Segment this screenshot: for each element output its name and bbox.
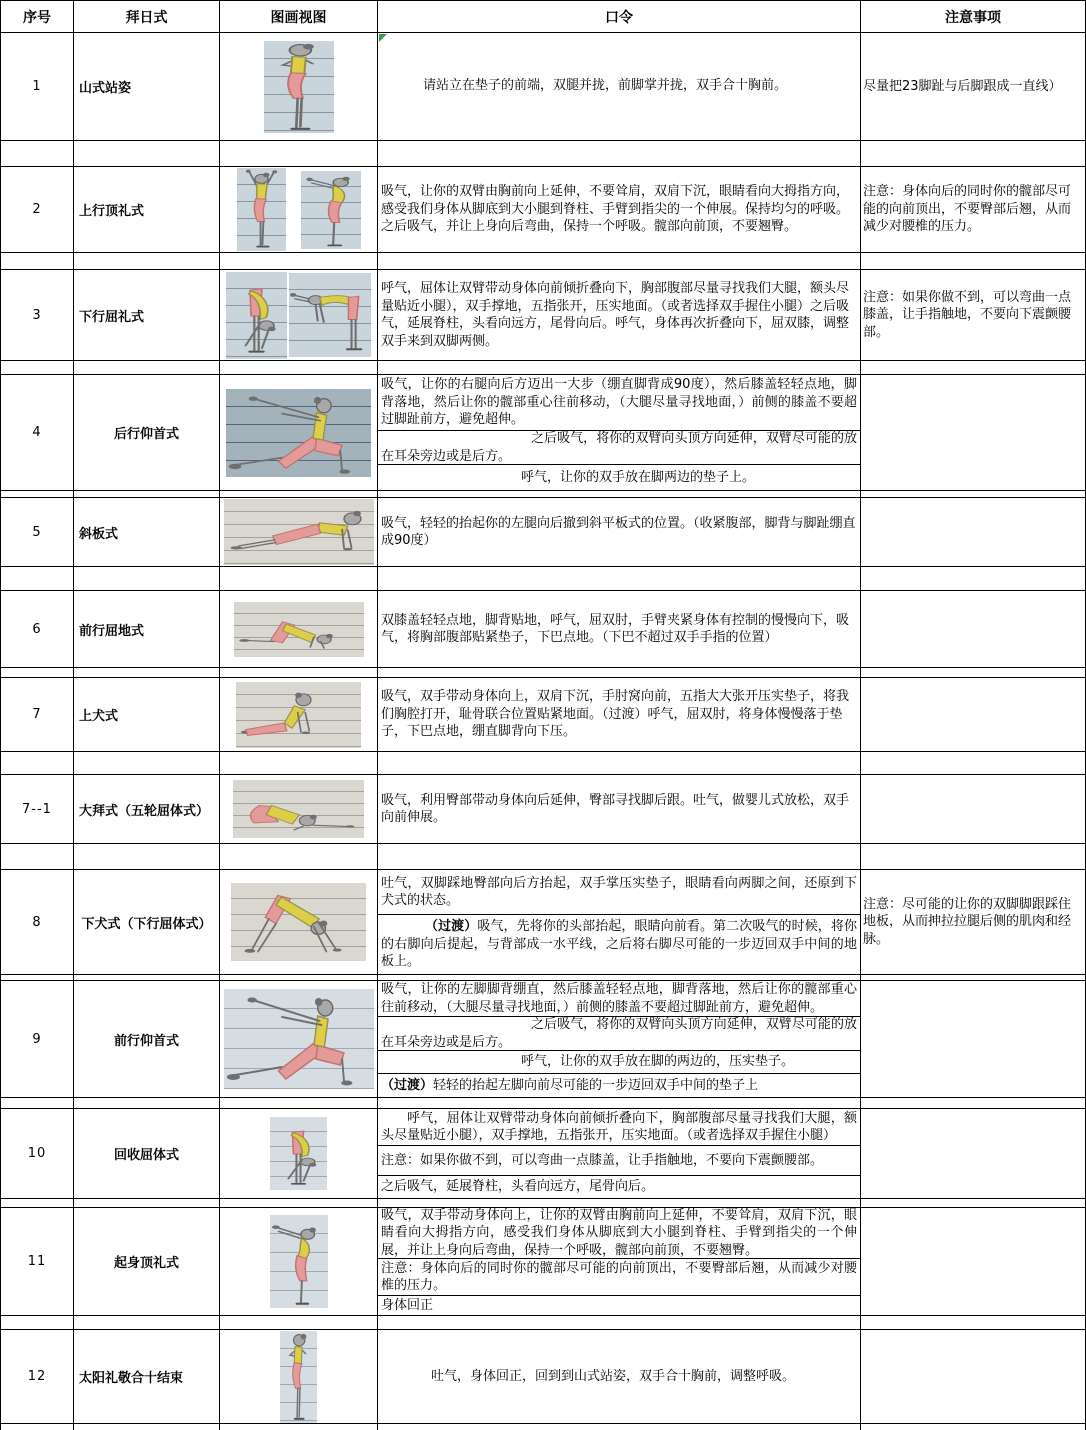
row-number-cell: 7--1 <box>1 775 74 843</box>
pose-sketch-up-dog <box>236 682 361 748</box>
notes-cell <box>861 678 1086 751</box>
spacer-cell <box>1 361 74 374</box>
pose-image-cell <box>220 775 378 843</box>
spacer-cell <box>378 1098 861 1108</box>
figure-child-pose-icon <box>233 780 364 838</box>
pose-image-cell <box>220 270 378 360</box>
row-spacer <box>0 844 1086 869</box>
spacer-cell <box>74 752 220 774</box>
notes-cell: 注意：如果你做不到，可以弯曲一点膝盖，让手指触地，不要向下震颤腰部。 <box>861 270 1086 360</box>
spacer-cell <box>378 1424 861 1430</box>
pose-image-cell <box>220 1208 378 1315</box>
table-header-row <box>0 0 1086 33</box>
figure-backbend-stand-icon <box>270 1215 328 1308</box>
instruction-subrow <box>378 375 860 431</box>
spacer-cell <box>861 567 1086 590</box>
notes-cell: 尽量把23脚趾与后脚跟成一直线） <box>861 33 1086 140</box>
figure-fold-deep-icon <box>226 272 287 359</box>
row-number-cell: 2 <box>1 167 74 252</box>
table-row <box>0 33 1086 141</box>
row-number-cell: 5 <box>1 498 74 566</box>
spacer-cell <box>378 668 861 677</box>
notes-cell <box>861 1330 1086 1423</box>
figure-arms-up-icon <box>237 168 286 251</box>
table-row <box>0 980 1086 1098</box>
notes-cell <box>861 1109 1086 1198</box>
figure-up-dog-icon <box>236 682 361 748</box>
pose-sketch-knees-chest-chin <box>234 602 364 657</box>
instruction-subrow <box>378 167 860 252</box>
instructions-cell <box>378 678 861 751</box>
instruction-text <box>381 918 857 971</box>
pose-name-cell: 起身顶礼式 <box>74 1208 220 1315</box>
instruction-text: 之后吸气，延展脊柱，头看向远方，尾骨向后。 <box>381 1179 655 1195</box>
instructions-cell <box>378 870 861 974</box>
figure-low-lunge-icon <box>226 389 371 477</box>
pose-name-cell: 前行屈地式 <box>74 591 220 667</box>
header-col-notes: 注意事项 <box>861 1 1086 32</box>
instruction-text: 呼气，屈体让双臂带动身体向前倾折叠向下，胸部腹部尽量寻找我们大腿，额头尽量贴近小腿），双手撑地，五指张开，压实地面。（或者选择双手握住小腿）之后吸气，延展脊柱，头看向远方，尾骨向后。呼气，身体再次折叠向下，屈双膝，调整双手来到双脚两侧。 <box>381 281 850 349</box>
instruction-subrow <box>378 270 860 360</box>
instruction-subrow <box>378 1296 860 1315</box>
notes-cell <box>861 375 1086 490</box>
spacer-cell <box>74 141 220 166</box>
spacer-cell <box>861 668 1086 677</box>
row-number-cell: 12 <box>1 1330 74 1423</box>
pose-name-cell: 下犬式（下行屈体式） <box>74 870 220 974</box>
spacer-cell <box>220 1098 378 1108</box>
instruction-subrow <box>378 1109 860 1146</box>
instruction-text: 之后吸气，将你的双臂向头顶方向延伸，双臂尽可能的放在耳朵旁边或是后方。 <box>381 1017 857 1050</box>
instruction-subrow <box>378 431 860 465</box>
row-number-cell: 8 <box>1 870 74 974</box>
figure-down-dog-icon <box>231 883 366 961</box>
instructions-cell <box>378 1109 861 1198</box>
spacer-cell <box>861 253 1086 269</box>
instructions-cell <box>378 1330 861 1423</box>
table-row <box>0 166 1086 253</box>
pose-name-cell: 前行仰首式 <box>74 981 220 1097</box>
pose-sketch-plank <box>224 499 374 565</box>
notes-cell <box>861 775 1086 843</box>
pose-sketch-down-dog <box>231 883 366 961</box>
pose-image-cell <box>220 498 378 566</box>
pose-image-cell <box>220 1109 378 1198</box>
spacer-cell <box>1 1316 74 1329</box>
spacer-cell <box>74 491 220 497</box>
spacer-cell <box>220 141 378 166</box>
instructions-cell <box>378 33 861 140</box>
instruction-text: 吐气，双脚踩地臀部向后方抬起，双手掌压实垫子，眼睛看向两脚之间，还原到下犬式的状态。 <box>381 875 857 908</box>
spacer-cell <box>220 975 378 980</box>
table-row <box>0 497 1086 567</box>
instruction-subrow <box>378 1146 860 1176</box>
spacer-cell <box>74 361 220 374</box>
figure-knees-chest-chin-icon <box>234 602 364 657</box>
instruction-subrow <box>378 1330 860 1423</box>
spacer-cell <box>1 752 74 774</box>
spacer-cell <box>1 1424 74 1430</box>
spacer-cell <box>378 975 861 980</box>
row-spacer <box>0 491 1086 497</box>
spacer-cell <box>861 844 1086 869</box>
instructions-cell <box>378 981 861 1097</box>
spacer-cell <box>1 1199 74 1207</box>
row-spacer <box>0 975 1086 980</box>
instruction-text: 吸气，让你的左脚脚背绷直，然后膝盖轻轻点地，脚背落地，然后让你的髋部重心往前移动，（大腿尽量寻找地面，）前侧的膝盖不要超过脚趾前方，避免超伸。 <box>381 982 857 1015</box>
row-number-cell: 6 <box>1 591 74 667</box>
transition-label: （过渡） <box>425 919 478 935</box>
row-spacer <box>0 361 1086 374</box>
instruction-subrow <box>378 465 860 490</box>
spacer-cell <box>220 752 378 774</box>
notes-cell <box>861 981 1086 1097</box>
pose-sketch-fold-deep <box>270 1117 327 1190</box>
spacer-cell <box>220 1199 378 1207</box>
spacer-cell <box>861 1424 1086 1430</box>
header-col-picture-view: 图画视图 <box>220 1 378 32</box>
instruction-text: 吸气，双手带动身体向上，双肩下沉，手肘窝向前，五指大大张开压实垫子，将我们胸腔打开，耻骨联合位置贴紧地面。（过渡）呼气，屈双肘，将身体慢慢落于垫子，下巴点地，绷直脚背向下压。 <box>381 689 850 740</box>
instruction-text: 双膝盖轻轻点地，脚背贴地，呼气，屈双肘，手臂夹紧身体有控制的慢慢向下，吸气，将胸部腹部贴紧垫子，下巴点地。（下巴不超过双手手指的位置） <box>381 612 850 645</box>
spacer-cell <box>220 1316 378 1329</box>
instruction-subrow <box>378 498 860 566</box>
instructions-cell <box>378 498 861 566</box>
instruction-subrow <box>378 591 860 667</box>
spacer-cell <box>1 567 74 590</box>
spacer-cell <box>220 491 378 497</box>
spacer-cell <box>1 253 74 269</box>
spacer-cell <box>378 844 861 869</box>
pose-image-cell <box>220 1330 378 1423</box>
spacer-cell <box>74 567 220 590</box>
spacer-cell <box>861 141 1086 166</box>
notes-cell <box>861 1208 1086 1315</box>
figure-standing-prayer-icon <box>280 1331 317 1423</box>
pose-name-cell: 下行屈礼式 <box>74 270 220 360</box>
row-number-cell: 4 <box>1 375 74 490</box>
spacer-cell <box>220 253 378 269</box>
header-col-instructions: 口令 <box>378 1 861 32</box>
instruction-subrow <box>378 33 860 139</box>
spacer-cell <box>1 975 74 980</box>
instruction-text: 之后吸气，将你的双臂向头顶方向延伸，双臂尽可能的放在耳朵旁边或是后方。 <box>381 431 857 464</box>
pose-name-cell: 后行仰首式 <box>74 375 220 490</box>
instruction-subrow <box>378 1208 860 1259</box>
spacer-cell <box>1 1098 74 1108</box>
spacer-cell <box>74 253 220 269</box>
instructions-cell <box>378 591 861 667</box>
instruction-text: 注意：如果你做不到，可以弯曲一点膝盖，让手指触地，不要向下震颤腰部。 <box>381 1152 824 1168</box>
instruction-text: 注意：身体向后的同时你的髋部尽可能的向前顶出，不要臀部后翘，从而减少对腰椎的压力。 <box>381 1260 857 1293</box>
spacer-cell <box>74 844 220 869</box>
spacer-cell <box>220 567 378 590</box>
row-spacer <box>0 1199 1086 1207</box>
instruction-text: 呼气，让你的双手放在脚两边的垫子上。 <box>521 469 756 485</box>
spacer-cell <box>861 1098 1086 1108</box>
spacer-cell <box>378 491 861 497</box>
spacer-cell <box>861 491 1086 497</box>
pose-name-cell: 太阳礼敬合十结束 <box>74 1330 220 1423</box>
instruction-text: 吐气，身体回正，回到到山式站姿，双手合十胸前，调整呼吸。 <box>431 1368 796 1384</box>
instructions-cell <box>378 1208 861 1315</box>
pose-image-cell <box>220 33 378 140</box>
instruction-subrow <box>378 981 860 1017</box>
table-row <box>0 1207 1086 1316</box>
instruction-text: 吸气，利用臀部带动身体向后延伸，臀部寻找脚后跟。吐气，做婴儿式放松，双手向前伸展。 <box>381 792 850 825</box>
row-number-cell: 3 <box>1 270 74 360</box>
row-number-cell: 1 <box>1 33 74 140</box>
spacer-cell <box>861 975 1086 980</box>
notes-cell <box>861 498 1086 566</box>
pose-image-cell <box>220 981 378 1097</box>
spacer-cell <box>378 567 861 590</box>
instruction-text: 请站立在垫子的前端，双腿并拢，前脚掌并拢，双手合十胸前。 <box>423 78 788 94</box>
row-spacer <box>0 141 1086 166</box>
instruction-subrow <box>378 1259 860 1296</box>
row-number-cell: 10 <box>1 1109 74 1198</box>
pose-name-cell: 大拜式（五轮屈体式） <box>74 775 220 843</box>
table-row <box>0 269 1086 361</box>
instruction-subrow <box>378 678 860 751</box>
header-col-number: 序号 <box>1 1 74 32</box>
pose-sketch-child-pose <box>233 780 364 838</box>
notes-cell: 注意：尽可能的让你的双脚脚跟踩住地板，从而抻拉拉腿后侧的肌肉和经脉。 <box>861 870 1086 974</box>
table-row <box>0 374 1086 491</box>
instruction-text: 呼气，让你的双手放在脚的两边的，压实垫子。 <box>521 1054 795 1070</box>
figure-fold-flat-icon <box>289 273 371 357</box>
figure-backbend-icon <box>301 171 361 249</box>
pose-image-cell <box>220 167 378 252</box>
instructions-cell <box>378 167 861 252</box>
instruction-subrow <box>378 1017 860 1051</box>
figure-standing-prayer-icon <box>264 41 334 133</box>
pose-name-cell: 回收屈体式 <box>74 1109 220 1198</box>
spacer-cell <box>861 1316 1086 1329</box>
spacer-cell <box>861 361 1086 374</box>
spacer-cell <box>378 1316 861 1329</box>
instructions-cell <box>378 270 861 360</box>
transition-label: （过渡） <box>381 1077 434 1093</box>
notes-cell: 注意：身体向后的同时你的髋部尽可能的向前顶出，不要臀部后翘，从而减少对腰椎的压力。 <box>861 167 1086 252</box>
spacer-cell <box>378 253 861 269</box>
instruction-text: 吸气，让你的双臂由胸前向上延伸，不要耸肩，双肩下沉，眼睛看向大拇指方向，感受我们身体从脚底到大小腿到脊柱、手臂到指尖的一个伸展。保持均匀的呼吸。之后吸气，并让上身向后弯曲，保持一个呼吸。髋部向前顶，不要翘臀。 <box>381 184 850 235</box>
comment-marker-icon <box>379 34 387 42</box>
table-row <box>0 1108 1086 1199</box>
pose-sketch-backbend <box>301 171 361 249</box>
instruction-subrow <box>378 870 860 915</box>
pose-sketch-fold-flat <box>289 273 371 357</box>
instruction-text-body: 吸气，先将你的头部抬起，眼睛向前看。第二次吸气的时候，将你的右脚向后提起，与背部成一水平线，之后将右脚尽可能的一步迈回双手中间的地板上。 <box>381 919 857 970</box>
pose-sketch-low-lunge <box>226 389 371 477</box>
spacer-cell <box>378 141 861 166</box>
pose-sketch-arms-up <box>237 168 286 251</box>
notes-cell <box>861 591 1086 667</box>
spacer-cell <box>1 491 74 497</box>
instruction-subrow <box>378 1051 860 1074</box>
row-number-cell: 7 <box>1 678 74 751</box>
spacer-cell <box>74 1424 220 1430</box>
instruction-text: 吸气，双手带动身体向上，让你的双臂由胸前向上延伸，不要耸肩，双肩下沉，眼睛看向大拇指方向，感受我们身体从脚底到大小腿到脊柱、手臂到指尖的一个伸展，并让上身向后弯曲，保持一个呼吸，髋部向前顶，不要翘臀。 <box>381 1208 857 1258</box>
spacer-cell <box>74 1098 220 1108</box>
spacer-cell <box>378 361 861 374</box>
pose-sketch-standing-prayer <box>264 41 334 133</box>
instruction-text <box>381 1077 857 1095</box>
table-row <box>0 677 1086 752</box>
pose-name-cell: 斜板式 <box>74 498 220 566</box>
spacer-cell <box>378 1199 861 1207</box>
spacer-cell <box>861 752 1086 774</box>
instruction-text: 吸气，让你的右腿向后方迈出一大步（绷直脚背成90度），然后膝盖轻轻点地，脚背落地，然后让你的髋部重心往前移动，（大腿尽量寻找地面，）前侧的膝盖不要超过脚趾前方，避免超伸。 <box>381 377 857 428</box>
instruction-subrow <box>378 1074 860 1097</box>
row-spacer <box>0 668 1086 677</box>
pose-sketch-low-lunge <box>224 989 374 1089</box>
figure-plank-icon <box>224 499 374 565</box>
instruction-subrow <box>378 775 860 843</box>
instruction-subrow <box>378 1176 860 1198</box>
spacer-cell <box>74 1199 220 1207</box>
spacer-cell <box>220 844 378 869</box>
spacer-cell <box>220 1424 378 1430</box>
pose-image-cell <box>220 870 378 974</box>
table-row <box>0 1329 1086 1424</box>
instruction-subrow <box>378 915 860 974</box>
table-row <box>0 869 1086 975</box>
pose-sketch-fold-deep <box>226 272 287 359</box>
spacer-cell <box>861 1199 1086 1207</box>
spacer-cell <box>74 668 220 677</box>
spacer-cell <box>74 1316 220 1329</box>
row-number-cell: 9 <box>1 981 74 1097</box>
instructions-cell <box>378 775 861 843</box>
spacer-cell <box>378 752 861 774</box>
spacer-cell <box>74 975 220 980</box>
instruction-text: 身体回正 <box>381 1297 434 1313</box>
header-col-pose-name: 拜日式 <box>74 1 220 32</box>
spacer-cell <box>1 668 74 677</box>
spacer-cell <box>220 361 378 374</box>
row-spacer <box>0 1316 1086 1329</box>
figure-low-lunge-icon <box>224 989 374 1089</box>
table-row <box>0 590 1086 668</box>
instruction-text: 呼气，屈体让双臂带动身体向前倾折叠向下，胸部腹部尽量寻找我们大腿，额头尽量贴近小腿），双手撑地，五指张开，压实地面。（或者选择双手握住小腿） <box>381 1110 857 1143</box>
table-row <box>0 774 1086 844</box>
instruction-text: 吸气，轻轻的抬起你的左腿向后撤到斜平板式的位置。（收紧腹部，脚背与脚趾绷直成90度） <box>381 515 856 548</box>
spacer-cell <box>220 668 378 677</box>
row-spacer <box>0 567 1086 590</box>
row-spacer <box>0 1098 1086 1108</box>
row-number-cell: 11 <box>1 1208 74 1315</box>
pose-image-cell <box>220 678 378 751</box>
spacer-cell <box>1 141 74 166</box>
pose-name-cell: 上行顶礼式 <box>74 167 220 252</box>
instructions-cell <box>378 375 861 490</box>
figure-fold-deep-icon <box>270 1117 327 1190</box>
row-spacer <box>0 1424 1086 1430</box>
row-spacer <box>0 752 1086 774</box>
pose-name-cell: 山式站姿 <box>74 33 220 140</box>
pose-sketch-standing-prayer <box>280 1331 317 1423</box>
pose-image-cell <box>220 591 378 667</box>
pose-image-cell <box>220 375 378 490</box>
row-spacer <box>0 253 1086 269</box>
pose-name-cell: 上犬式 <box>74 678 220 751</box>
spacer-cell <box>1 844 74 869</box>
instruction-text-body: 轻轻的抬起左脚向前尽可能的一步迈回双手中间的垫子上 <box>433 1077 759 1093</box>
pose-sketch-backbend-stand <box>270 1215 328 1308</box>
